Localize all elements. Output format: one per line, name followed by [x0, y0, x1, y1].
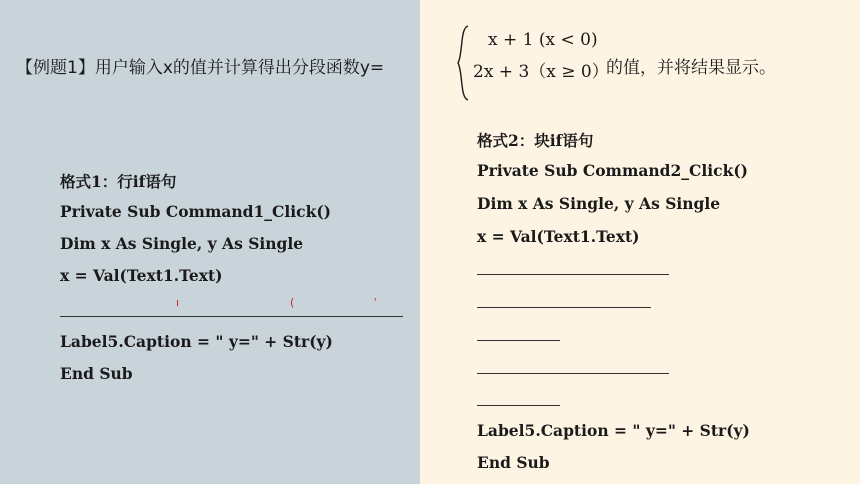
problem-title: 【例题1】用户输入x的值并计算得出分段函数y= [16, 58, 385, 78]
left-red-mark-2: ( [290, 296, 295, 309]
left-code-line-4: Label5.Caption = " y=" + Str(y) [60, 332, 333, 351]
piecewise-case-2: 2x + 3（x ≥ 0） [473, 62, 609, 82]
problem-title-suffix: 的值，并将结果显示。 [606, 58, 776, 78]
left-code-line-5: End Sub [60, 364, 133, 383]
piecewise-brace [456, 24, 470, 102]
right-fill-in-blank-1 [477, 274, 669, 275]
left-code-line-2: Dim x As Single, y As Single [60, 234, 304, 253]
right-code-line-4: Label5.Caption = " y=" + Str(y) [477, 421, 750, 440]
right-code-line-5: End Sub [477, 453, 550, 472]
piecewise-case-1: x + 1 (x < 0) [488, 30, 598, 50]
right-code-line-2: Dim x As Single, y As Single [477, 194, 721, 213]
left-code-line-3: x = Val(Text1.Text) [60, 266, 223, 285]
left-fill-in-blank [60, 316, 403, 317]
right-code-line-3: x = Val(Text1.Text) [477, 227, 640, 246]
right-fill-in-blank-3 [477, 340, 560, 341]
right-fill-in-blank-5 [477, 405, 560, 406]
left-red-mark-1: ı [176, 296, 180, 309]
left-code-line-1: Private Sub Command1_Click() [60, 202, 331, 221]
right-fill-in-blank-4 [477, 373, 669, 374]
right-heading: 格式2：块if语句 [477, 131, 594, 150]
left-heading: 格式1：行if语句 [60, 172, 177, 191]
right-code-line-1: Private Sub Command2_Click() [477, 161, 748, 180]
left-red-mark-3: ʾ [374, 296, 378, 309]
right-fill-in-blank-2 [477, 307, 651, 308]
